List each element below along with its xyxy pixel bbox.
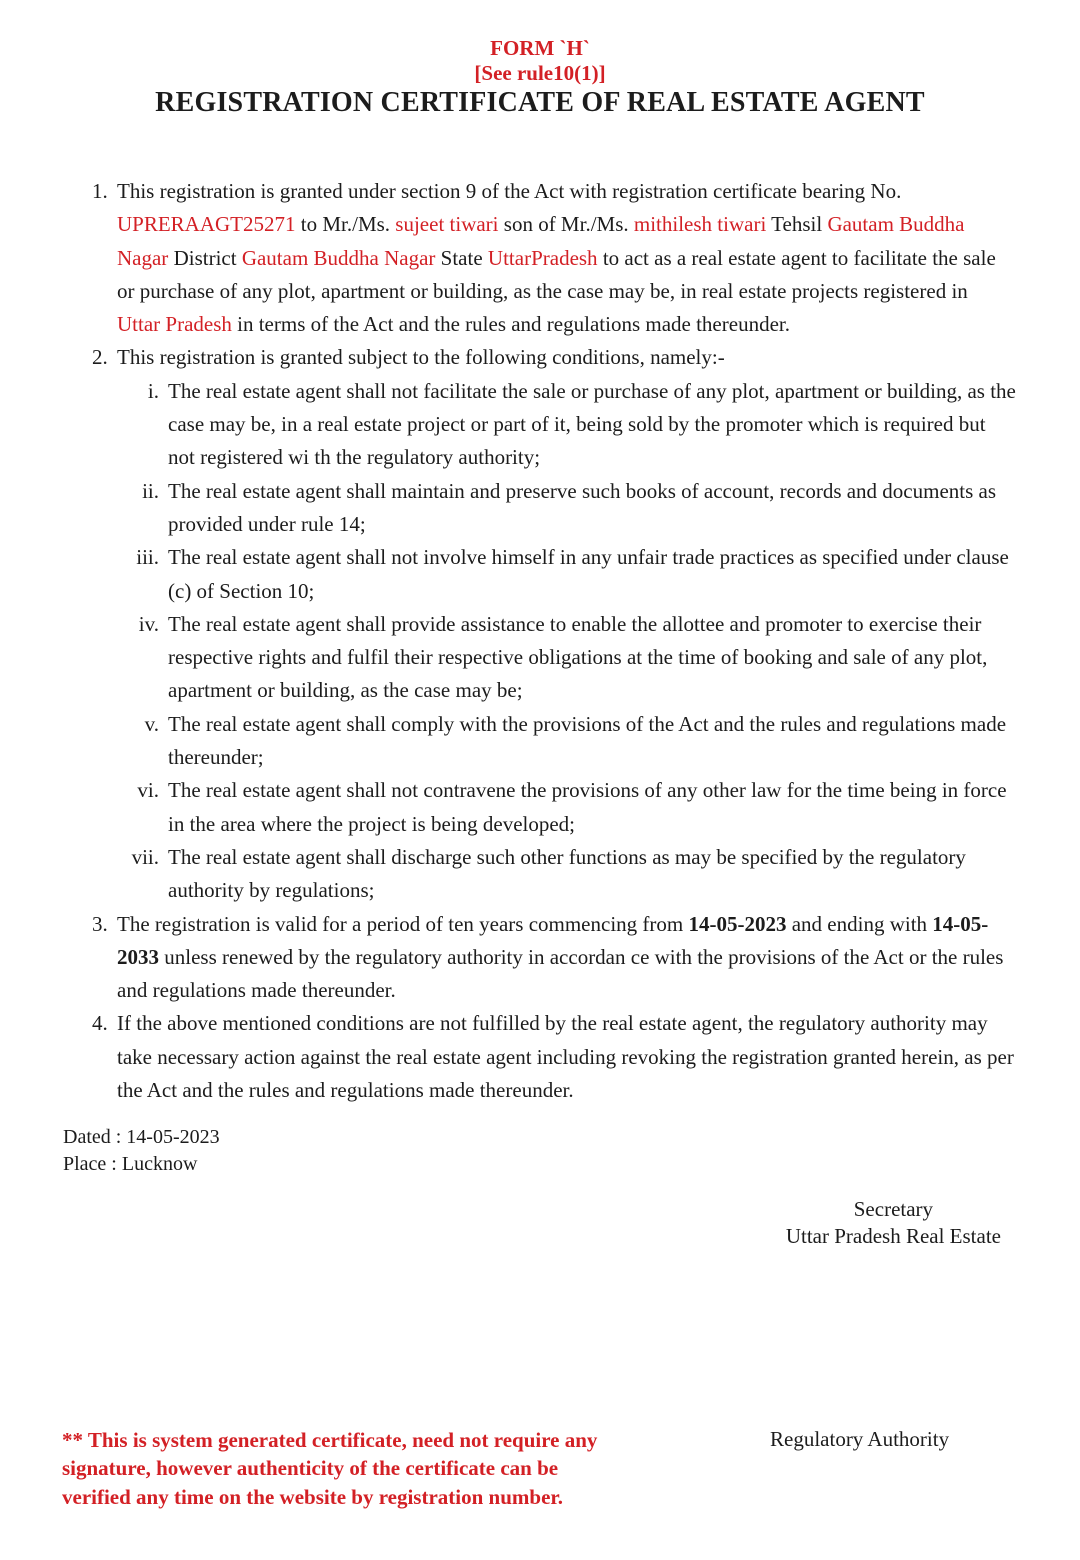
state-name: UttarPradesh [487,245,598,270]
clause-3-text [117,908,1016,1008]
condition-i [92,375,1016,475]
validity-end-date: 14-05-2033 [117,911,989,969]
father-name: mithilesh tiwari [633,212,767,237]
registration-number: UPRERAAGT25271 [117,212,296,237]
condition-iv-number: iv. [138,611,159,636]
condition-i-number: i. [147,378,159,403]
clause-1-seg-0: This registration is granted under section 9 of the Act with registration certificate bearing No. [117,179,902,203]
form-title: FORM `H` [490,36,590,60]
condition-vi [92,774,1016,841]
condition-iii [92,541,1016,608]
condition-v [92,708,1016,775]
clause-1-seg-3: Tehsil [766,212,828,237]
dated-line: Dated : 14-05-2023 [63,1126,220,1149]
clause-list [92,175,1016,1107]
clause-2-text: This registration is granted subject to the following conditions, namely:- [117,345,725,370]
clause-2 [92,341,1016,374]
clause-3-seg-1: and ending with [786,911,933,936]
condition-iii-number: iii. [136,545,159,570]
signatory-title: Secretary [853,1197,934,1222]
condition-iv-text: The real estate agent shall provide assistance to enable the allottee and promoter to exercise their respective rights and fulfil their respective obligations at the time of booking and sale of any plot, apartment or building, as the case may be; [168,611,988,703]
regulatory-authority-label: Regulatory Authority [770,1427,950,1451]
clause-1-seg-2: son of Mr./Ms. [498,212,634,237]
clause-3-seg-2: unless renewed by the regulatory authority in accordan ce with the provisions of the Act or the rules and regulations made thereunder. [117,944,1004,1003]
district-name: Gautam Buddha Nagar [241,245,436,270]
rule-reference: [See rule10(1)] [474,61,606,85]
clause-1-text [117,175,1016,341]
condition-iv [92,608,1016,708]
place-line: Place : Lucknow [63,1153,198,1176]
clause-3-seg-0: The registration is valid for a period of ten years commencing from [117,911,689,936]
clause-1-seg-6: to act as a real estate agent to facilitate the sale or purchase of any plot, apartment or building, as the case may be, in real estate projects registered in [117,245,996,303]
condition-vii-text: The real estate agent shall discharge such other functions as may be specified by the regulatory authority by regulations; [168,844,966,903]
disclaimer-line-2: signature, however authenticity of the certificate can be [62,1456,559,1481]
disclaimer-line-1: ** This is system generated certificate, need not require any [62,1428,598,1452]
project-state-name: Uttar Pradesh [117,312,232,337]
clause-1-seg-4: District [168,245,242,270]
clause-3-number: 3. [92,911,108,936]
condition-ii [92,475,1016,542]
clause-4-number: 4. [92,1011,108,1036]
clause-4-text: If the above mentioned conditions are not fulfilled by the real estate agent, the regulatory authority may take necessary action against the real estate agent including revoking the registration granted herein, as per the Act and the rules and regulations made thereunder. [117,1011,1014,1103]
clause-1 [92,175,1016,341]
signatory-block [786,1196,1001,1250]
condition-v-text: The real estate agent shall comply with the provisions of the Act and the rules and regulations made thereunder; [168,711,1007,770]
condition-vii-number: vii. [131,844,159,869]
condition-v-number: v. [144,711,159,736]
clause-1-number: 1. [92,179,108,203]
clause-1-seg-5: State [435,245,488,270]
condition-vii [92,841,1016,908]
condition-ii-text: The real estate agent shall maintain and preserve such books of account, records and documents as provided under rule 14; [168,478,997,536]
document-header [0,0,1080,120]
tehsil-name: Gautam Buddha Nagar [117,212,965,270]
clause-1-seg-1: to Mr./Ms. [295,212,396,237]
agent-name: sujeet tiwari [395,212,499,237]
clause-4 [92,1007,1016,1107]
clause-2-number: 2. [92,345,108,370]
clause-1-seg-7: in terms of the Act and the rules and regulations made thereunder. [231,312,790,337]
validity-start-date: 14-05-2023 [688,911,787,936]
signatory-organization: Uttar Pradesh Real Estate [785,1224,1001,1249]
dated-place-block [63,1124,1080,1178]
disclaimer-line-3: verified any time on the website by registration number. [62,1484,564,1509]
condition-i-text: The real estate agent shall not facilitate the sale or purchase of any plot, apartment or building, as the case may be, in a real estate project or part of it, being sold by the promoter which is required but not registered wi th the regulatory authority; [168,378,1016,470]
clause-3 [92,908,1016,1008]
page-footer [62,1426,1042,1511]
condition-ii-number: ii. [142,478,159,503]
condition-iii-text: The real estate agent shall not involve himself in any unfair trade practices as specified under clause (c) of Section 10; [168,545,1009,603]
disclaimer-note [62,1426,762,1511]
conditions-list [92,375,1016,908]
document-title: REGISTRATION CERTIFICATE OF REAL ESTATE AGENT [155,87,925,118]
condition-vi-text: The real estate agent shall not contravene the provisions of any other law for the time being in force in the area where the project is being developed; [168,778,1007,836]
condition-vi-number: vi. [137,778,159,803]
